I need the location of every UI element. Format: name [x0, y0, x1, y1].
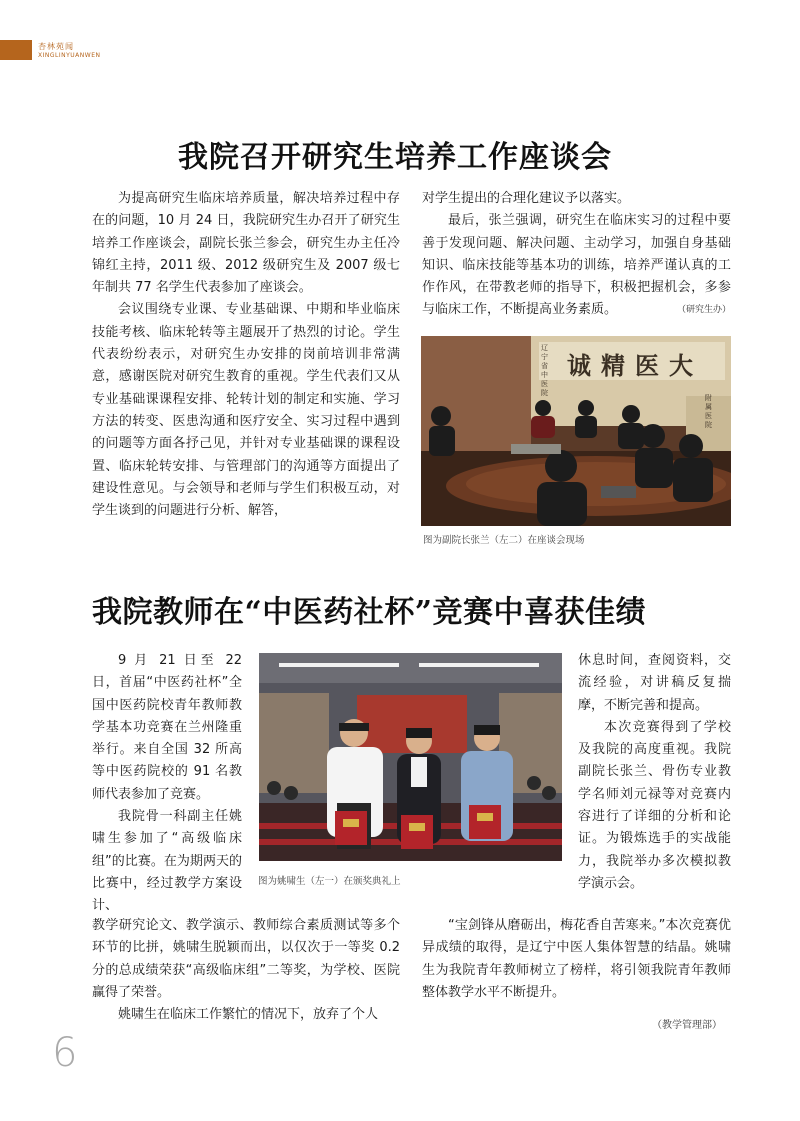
article1-right-column: [422, 188, 731, 322]
article1-paragraph: 会议围绕专业课、专业基础课、中期和毕业临床技能考核、临床轮转等主题展开了热烈的讨论。学生代表纷纷表示，对研究生办安排的岗前培训非常满意，感谢医院对研究生教育的重视。学生代表们又从专业基础课课程安排、轮转计划的制定和实施、学习方法的转变、医患沟通和医疗安全、实习过程中遇到的问题等方面各抒己见，并针对专业基础课的课程设置、临床轮转安排、与管理部门的沟通等方面提出了建设性意见。与会领导和老师与学生们积极互动，对学生谈到的问题进行分析、解答，: [92, 302, 400, 519]
section-name-pinyin: XINGLINYUANWEN: [38, 52, 101, 59]
article1-left-column: [92, 188, 400, 522]
page-number: 6: [52, 1030, 78, 1076]
article1-paragraph: [422, 210, 731, 321]
photo-banner-side-right: 附属医院: [705, 394, 712, 429]
article2-paragraph: 9 月 21 日至 22 日，首届“中医药社杯”全国中医药院校青年教师教学基本功竞赛在兰州隆重举行。来自全国 32 所高等中医药院校的 91 名教师代表参加了竞赛。: [92, 653, 242, 802]
article1-paragraph-cont: 对学生提出的合理化建议予以落实。: [422, 191, 631, 206]
article2-photo-caption: 图为姚啸生（左一）在颁奖典礼上: [258, 876, 401, 887]
article2-bottom-right-column: [422, 915, 731, 1004]
article2-left-column: [92, 650, 242, 918]
photo-banner-text: 诚精医大: [567, 351, 703, 380]
article2-right-column: [578, 650, 731, 895]
article1-source: （研究生办）: [676, 305, 731, 316]
section-name: 杏林苑闻: [38, 42, 74, 51]
article2-paragraph: “宝剑锋从磨砺出，梅花香自苦寒来。”本次竞赛优异成绩的取得，是辽宁中医人集体智慧的结晶。姚啸生为我院青年教师树立了榜样，将引领我院青年教师整体教学水平不断提升。: [422, 918, 731, 1000]
article1-title: 我院召开研究生培养工作座谈会: [178, 140, 612, 175]
article2-source: （教学管理部）: [652, 1020, 722, 1031]
article2-left-wide-column: [92, 915, 400, 1026]
article2-title: 我院教师在“中医药社杯”竞赛中喜获佳绩: [92, 595, 647, 630]
article1-paragraph: 为提高研究生临床培养质量，解决培养过程中存在的问题，10 月 24 日，我院研究生办召开了研究生培养工作座谈会，副院长张兰参会，研究生办主任冷锦红主持，2011 级、2012 级研究生及 2007 级七年制共 77 名学生代表参加了座谈会。: [92, 191, 400, 296]
article2-paragraph-cont: 休息时间，查阅资料，交流经验，对讲稿反复揣摩，不断完善和提高。: [578, 653, 731, 713]
article2-paragraph-cont: 教学研究论文、教学演示、教师综合素质测试等多个环节的比拼，姚啸生脱颖而出，以仅次于一等奖 0.2 分的总成绩荣获“高级临床组”二等奖，为学校、医院赢得了荣誉。: [92, 918, 400, 1000]
article2-paragraph: 姚啸生在临床工作繁忙的情况下，放弃了个人: [118, 1007, 379, 1023]
article2-paragraph: 我院骨一科副主任姚啸生参加了“高级临床组”的比赛。在为期两天的比赛中，经过教学方案设计、: [92, 809, 242, 914]
photo-banner-side-left: 辽宁省中医院: [541, 344, 548, 397]
article2-photo: [259, 653, 562, 861]
award-photo-illustration: [259, 653, 562, 861]
article1-paragraph-text: 最后，张兰强调，研究生在临床实习的过程中要善于发现问题、解决问题、主动学习，加强自身基础知识、临床技能等基本功的训练，培养严谨认真的工作作风，在带教老师的指导下，积极把握机会，多参与临床工作，不断提高业务素质。: [422, 213, 731, 318]
article2-paragraph: 本次竞赛得到了学校及我院的高度重视。我院副院长张兰、骨伤专业教学名师刘元禄等对竞赛内容进行了详细的分析和论证。为锻炼选手的实战能力，我院举办多次模拟教学演示会。: [578, 719, 731, 891]
article1-photo: [421, 336, 731, 526]
article1-photo-caption: 图为副院长张兰（左二）在座谈会现场: [423, 535, 585, 546]
section-color-bar: [0, 40, 32, 60]
